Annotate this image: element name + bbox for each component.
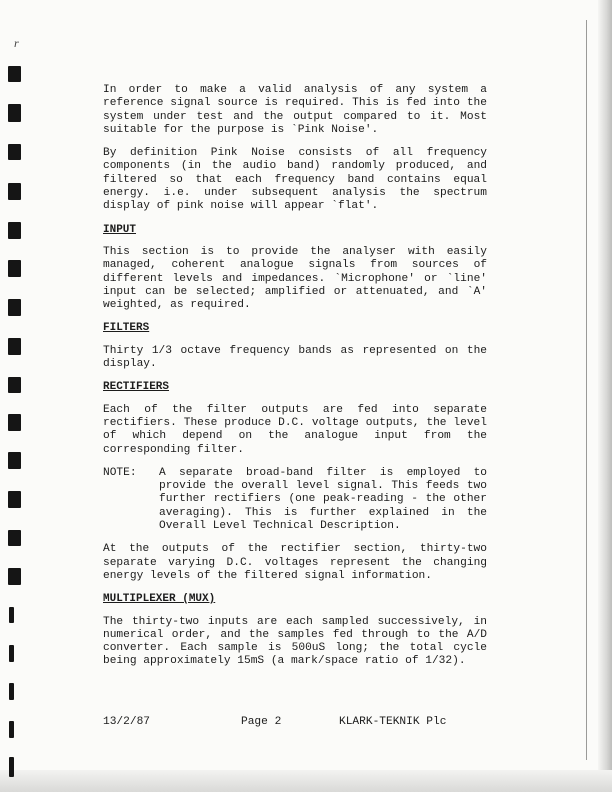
scan-edge-bottom bbox=[0, 770, 612, 792]
multiplexer-heading: MULTIPLEXER (MUX) bbox=[103, 593, 216, 606]
footer-page-number: Page 2 bbox=[241, 716, 282, 728]
intro-paragraph: In order to make a valid analysis of any system a reference signal source is required. This is fed into the system under test and the output compared to it. Most suitable for the purpose is `Pink Noise'. bbox=[103, 84, 487, 136]
scan-edge-right bbox=[598, 0, 612, 792]
footer-company: KLARK-TEKNIK Plc bbox=[339, 716, 447, 728]
note-label: NOTE: bbox=[103, 466, 137, 479]
input-paragraph: This section is to provide the analyser with easily managed, coherent analogue signals from sources of different levels and impedances. `Microphone' or `line' input can be selected; amplified or attenuated, and `A' weighted, as required. bbox=[103, 245, 487, 312]
binder-hole bbox=[8, 414, 21, 431]
binder-hole bbox=[8, 183, 21, 200]
binder-hole bbox=[8, 338, 21, 355]
binder-hole bbox=[9, 721, 14, 738]
definition-paragraph: By definition Pink Noise consists of all frequency components (in the audio band) randomly produced, and filtered so that each frequency band contains equal energy. i.e. under subsequent analysis the spectrum display of pink noise will appear `flat'. bbox=[103, 147, 487, 213]
binder-hole bbox=[9, 645, 14, 662]
binder-hole bbox=[8, 66, 21, 82]
note-text: A separate broad-band filter is employed to provide the overall level signal. This feeds two further rectifiers (one peak-reading - the other averaging). This is further explained in the Overall Level Technical Description. bbox=[159, 466, 487, 533]
multiplexer-paragraph: The thirty-two inputs are each sampled successively, in numerical order, and the samples fed through to the A/D converter. Each sample is 500uS long; the total cycle being approximately 15mS (a mark/space ratio of 1/32). bbox=[103, 615, 487, 668]
binder-hole bbox=[8, 530, 21, 546]
binder-hole bbox=[8, 260, 21, 277]
binder-hole bbox=[8, 452, 21, 469]
binder-hole bbox=[8, 144, 21, 160]
input-heading: INPUT bbox=[103, 223, 137, 236]
binder-hole bbox=[8, 568, 21, 585]
binder-hole bbox=[8, 104, 21, 122]
binder-hole bbox=[8, 377, 21, 393]
rectifier-outputs-paragraph: At the outputs of the rectifier section, thirty-two separate varying D.C. voltages represent the changing energy levels of the filtered signal information. bbox=[103, 543, 487, 582]
binder-hole bbox=[8, 491, 21, 508]
binder-hole bbox=[9, 683, 14, 700]
binder-hole bbox=[9, 757, 14, 777]
note-block bbox=[103, 467, 487, 533]
binder-hole bbox=[8, 299, 21, 316]
footer-date: 13/2/87 bbox=[103, 716, 150, 728]
rectifiers-heading: RECTIFIERS bbox=[103, 381, 170, 394]
filters-heading: FILTERS bbox=[103, 322, 150, 335]
filters-paragraph: Thirty 1/3 octave frequency bands as represented on the display. bbox=[103, 344, 487, 371]
rectifiers-paragraph: Each of the filter outputs are fed into separate rectifiers. These produce D.C. voltage outputs, the level of which depend on the analogue input from the corresponding filter. bbox=[103, 403, 487, 456]
binder-hole bbox=[9, 607, 14, 623]
binder-hole bbox=[8, 222, 21, 239]
corner-mark: r bbox=[14, 36, 19, 50]
document-body bbox=[103, 84, 487, 679]
scan-fold-line bbox=[586, 20, 587, 760]
